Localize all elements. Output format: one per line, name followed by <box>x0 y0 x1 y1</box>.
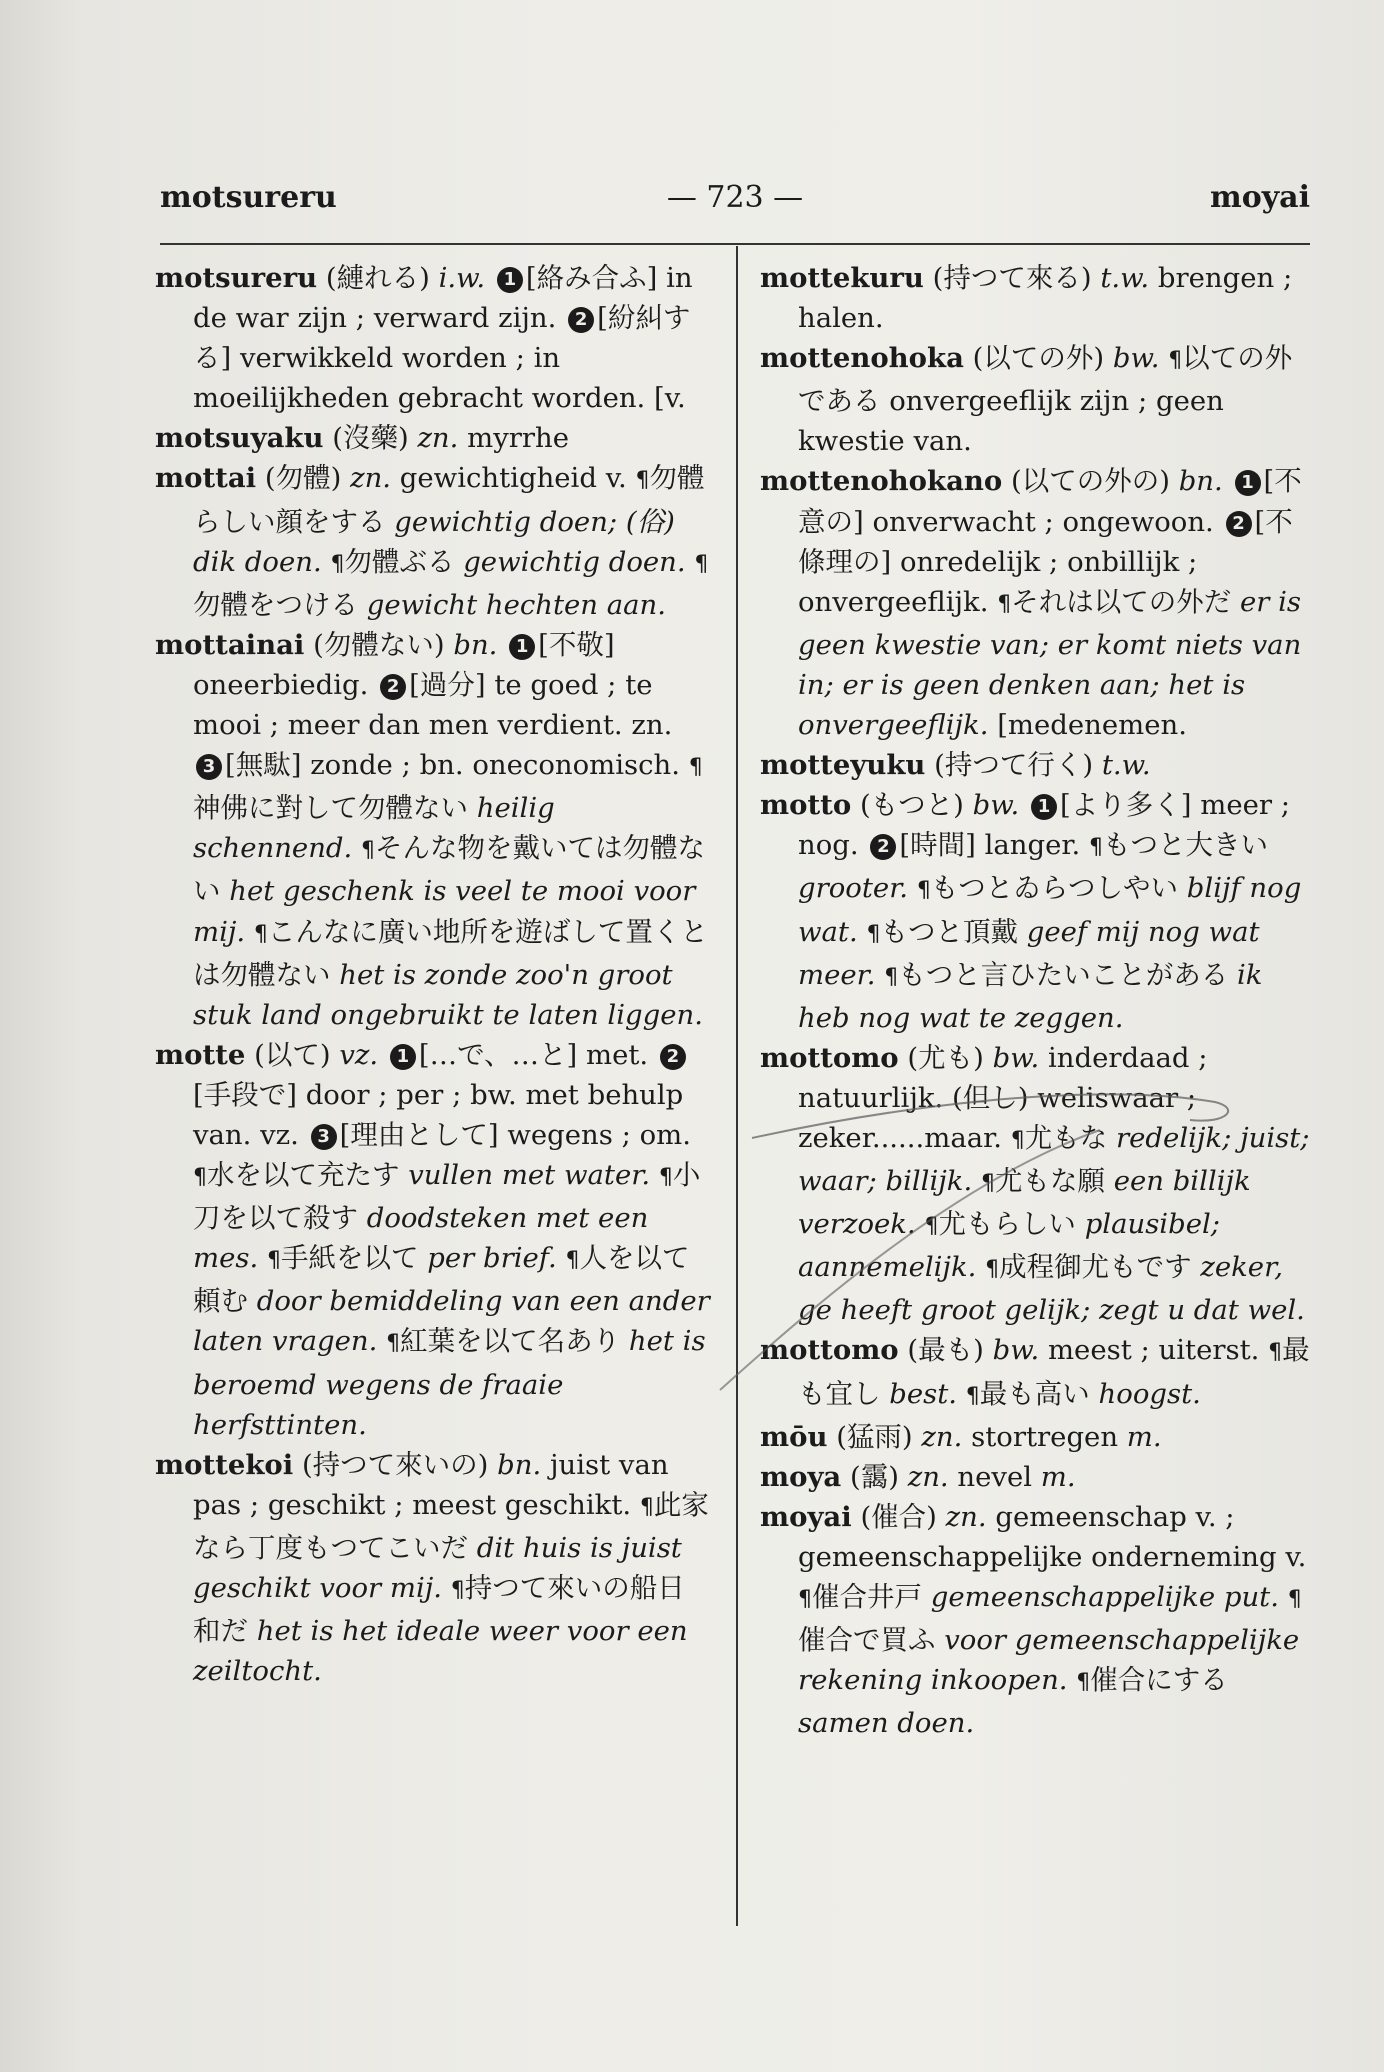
entry-gloss: stortregen <box>971 1420 1119 1453</box>
example-translation: dit huis is juist geschikt voor mij. <box>193 1531 682 1604</box>
example-translation: samen doen. <box>798 1707 975 1740</box>
example-japanese: 神佛に對して勿體ない <box>193 792 468 825</box>
pilcrow-icon: ¶ <box>1287 1587 1302 1612</box>
sense-number-badge: 3 <box>196 754 222 780</box>
example-translation: per brief. <box>427 1242 557 1275</box>
entry-headword: motteyuku <box>760 749 926 782</box>
entry-grammar: zn. <box>921 1420 963 1453</box>
dictionary-entry <box>760 1457 1315 1497</box>
pilcrow-icon: ¶ <box>1088 835 1103 861</box>
entry-kanji: (持つて行く) <box>934 749 1094 782</box>
entry-kanji: (持つて來いの) <box>301 1448 489 1481</box>
example-japanese: 尤もな <box>1024 1121 1108 1154</box>
entry-gloss: nevel <box>957 1460 1033 1493</box>
entry-grammar: bw. <box>1112 342 1160 375</box>
sense-number-badge: 1 <box>509 634 535 660</box>
entry-kanji: (最も) <box>907 1334 984 1367</box>
example-japanese: 以ての外である <box>798 342 1293 418</box>
example-japanese: 催合井戸 <box>812 1581 922 1613</box>
dictionary-entry <box>155 625 710 1035</box>
example-japanese: もつと言ひたいことがある <box>898 958 1229 991</box>
dictionary-entry <box>155 1035 710 1445</box>
example-translation: gewicht hechten aan. <box>366 588 666 621</box>
example-translation: hoogst. <box>1098 1377 1201 1410</box>
sense-gloss: [時間] langer. <box>899 829 1081 862</box>
example-japanese: 水を以て充たす <box>207 1159 400 1192</box>
example-japanese: 紅葉を以て名あり <box>400 1325 621 1358</box>
example-translation: het is het ideale weer voor een zeiltocht. <box>193 1615 688 1688</box>
entry-grammar: zn. <box>945 1500 987 1533</box>
pilcrow-icon: ¶ <box>639 1494 654 1520</box>
entry-headword: moyai <box>760 1500 852 1533</box>
entry-gloss: gewichtigheid v. <box>399 462 627 495</box>
sense-gloss: [より多く] meer ; nog. <box>798 789 1291 862</box>
sense-number-badge: 1 <box>1235 470 1261 496</box>
example-japanese: 催合で買ふ <box>798 1624 936 1657</box>
example-translation: blijf nog wat. <box>798 872 1302 948</box>
sense-gloss: [紛糾する] verwikkeld worden ; in moeilijkheden gebracht worden. [v. <box>193 302 691 415</box>
entry-gloss: meest ; uiterst. <box>1047 1334 1260 1367</box>
entry-grammar: zn. <box>417 422 459 455</box>
sense-number-badge: 1 <box>497 267 523 293</box>
example-japanese: 尤もな願 <box>994 1165 1105 1198</box>
entry-kanji: (猛雨) <box>836 1420 913 1453</box>
example-japanese: 手紙を以て <box>280 1242 419 1275</box>
pilcrow-icon: ¶ <box>193 1165 207 1191</box>
entry-headword: moya <box>760 1460 842 1493</box>
entry-continuation: [medenemen. <box>997 709 1187 742</box>
entry-gloss: gemeenschap v. ; gemeenschappelijke onderneming v. <box>798 1500 1307 1573</box>
example-translation: het geschenk is veel te mooi voor mij. <box>193 875 696 948</box>
running-head <box>160 180 1310 224</box>
pilcrow-icon: ¶ <box>884 964 899 990</box>
entry-headword: mōu <box>760 1420 828 1453</box>
example-translation: zeker, ge heeft groot gelijk; zegt u dat wel. <box>798 1251 1305 1327</box>
dictionary-entry <box>760 1330 1315 1416</box>
pilcrow-icon: ¶ <box>798 1587 812 1612</box>
example-japanese: 小刀を以て殺す <box>193 1159 701 1235</box>
entry-headword: mottomo <box>760 1041 899 1074</box>
example-japanese: もつとゐらつしやい <box>930 872 1179 905</box>
sense-number-badge: 2 <box>660 1044 686 1070</box>
dictionary-entry <box>760 461 1315 745</box>
example-translation: plausibel; aannemelijk. <box>798 1208 1221 1284</box>
sense-number-badge: 2 <box>870 834 896 860</box>
pilcrow-icon: ¶ <box>361 838 376 864</box>
entry-headword: mottenohoka <box>760 342 964 375</box>
entry-headword: motte <box>155 1038 246 1071</box>
pilcrow-icon: ¶ <box>658 1165 673 1191</box>
pilcrow-icon: ¶ <box>1076 1670 1091 1696</box>
pilcrow-icon: ¶ <box>980 1171 995 1197</box>
column-divider <box>736 246 738 1926</box>
example-translation: gewichtig doen; (俗) dik doen. <box>193 505 675 578</box>
example-japanese: 勿體らしい顔をする <box>193 462 705 538</box>
pilcrow-icon: ¶ <box>866 921 881 947</box>
example-translation: het is zonde zoo'n groot stuk land ongebruikt te laten liggen. <box>193 958 703 1031</box>
example-translation: het is beroemd wegens de fraaie herfsttinten. <box>193 1325 706 1441</box>
entry-grammar: zn. <box>907 1460 949 1493</box>
pilcrow-icon: ¶ <box>1010 1127 1025 1153</box>
entry-headword: motsuyaku <box>155 422 324 455</box>
example-japanese: 催合にする <box>1090 1664 1228 1697</box>
example-translation: gewichtig doen. <box>463 545 686 578</box>
example-japanese: 勿體をつける <box>193 588 358 621</box>
example-japanese: 最も宜し <box>798 1334 1310 1410</box>
dictionary-entry <box>155 458 710 624</box>
entry-kanji: (縺れる) <box>325 262 430 294</box>
entry-grammar: bn. <box>497 1448 542 1481</box>
example-japanese: それは以ての外だ <box>1011 585 1232 618</box>
pilcrow-icon: ¶ <box>386 1331 401 1357</box>
page-number: — 723 — <box>666 180 804 215</box>
dictionary-entry <box>760 745 1315 785</box>
pilcrow-icon: ¶ <box>965 1383 980 1409</box>
entry-kanji: (勿體) <box>264 462 342 495</box>
dictionary-entry <box>155 1445 710 1692</box>
pilcrow-icon: ¶ <box>1268 1340 1283 1366</box>
example-translation: door bemiddeling van een ander laten vragen. <box>193 1285 710 1358</box>
sense-number-badge: 2 <box>380 674 406 700</box>
entry-kanji: (以ての外の) <box>1010 465 1170 498</box>
pilcrow-icon: ¶ <box>997 591 1012 617</box>
dictionary-entry <box>155 258 710 418</box>
example-translation: vullen met water. <box>408 1159 651 1192</box>
entry-headword: mottainai <box>155 628 305 661</box>
right-column <box>760 258 1315 1743</box>
example-japanese: 最も高い <box>979 1377 1090 1410</box>
example-translation: grooter. <box>798 872 909 905</box>
example-translation: redelijk; juist; waar; billijk. <box>798 1121 1310 1198</box>
entry-gloss: myrrhe <box>467 422 570 455</box>
entry-kanji: (催合) <box>860 1500 937 1533</box>
pilcrow-icon: ¶ <box>916 878 931 904</box>
entry-headword: motto <box>760 789 852 822</box>
dictionary-entry <box>760 258 1315 338</box>
pilcrow-icon: ¶ <box>985 1257 1000 1283</box>
entry-grammar: t.w. <box>1100 262 1150 294</box>
example-translation: voor gemeenschappelijke rekening inkoopen. <box>798 1624 1300 1697</box>
pilcrow-icon: ¶ <box>565 1248 580 1274</box>
sense-number-badge: 2 <box>1226 511 1252 537</box>
pilcrow-icon: ¶ <box>253 921 268 947</box>
dictionary-entry <box>760 785 1315 1038</box>
sense-number-badge: 1 <box>390 1044 416 1070</box>
entry-kanji: (以ての外) <box>972 342 1105 375</box>
example-japanese: 勿體ぶる <box>344 545 455 578</box>
example-japanese: もつと大きい <box>1102 829 1268 862</box>
pilcrow-icon: ¶ <box>266 1248 281 1274</box>
sense-gloss: [理由として] wegens ; om. <box>339 1118 691 1151</box>
entry-grammar: t.w. <box>1101 749 1151 782</box>
dictionary-entry <box>155 418 710 458</box>
entry-grammar: zn. <box>350 462 392 495</box>
left-column <box>155 258 710 1691</box>
example-japanese: 持つて來いの船日和だ <box>193 1572 685 1648</box>
example-translation: doodsteken met een mes. <box>193 1202 649 1275</box>
entry-gloss: brengen ; halen. <box>798 262 1293 335</box>
sense-number-badge: 2 <box>568 307 594 333</box>
entry-grammar: bw. <box>972 789 1020 822</box>
example-translation: een billijk verzoek. <box>798 1165 1251 1241</box>
example-japanese: こんなに廣い地所を遊ばして置くとは勿體ない <box>193 915 708 991</box>
entry-kanji: (以て) <box>254 1038 331 1071</box>
sense-gloss: [無駄] zonde ; bn. oneconomisch. <box>225 749 680 782</box>
entry-grammar: vz. <box>339 1038 379 1071</box>
entry-grammar: bw. <box>992 1334 1040 1367</box>
sense-gloss: […で、…と] met. <box>418 1038 649 1071</box>
entry-gloss: juist van pas ; geschikt ; meest geschikt. <box>193 1448 669 1521</box>
dictionary-entry <box>760 1497 1315 1744</box>
pilcrow-icon: ¶ <box>450 1578 465 1603</box>
entry-headword: mottenohokano <box>760 465 1003 498</box>
entry-headword: mottekoi <box>155 1448 294 1481</box>
example-translation: heilig schennend. <box>193 792 555 865</box>
pilcrow-icon: ¶ <box>635 468 650 494</box>
entry-grammar: bw. <box>992 1041 1040 1074</box>
example-japanese: もつと頂戴 <box>880 915 1018 948</box>
example-translation: gemeenschappelijke put. <box>930 1581 1279 1613</box>
guide-word-right: moyai <box>1209 180 1310 215</box>
sense-number-badge: 3 <box>311 1124 337 1150</box>
pilcrow-icon: ¶ <box>1168 348 1183 374</box>
entry-kanji: (もつと) <box>859 789 964 822</box>
dictionary-entry <box>760 1038 1315 1331</box>
entry-gender: m. <box>1126 1420 1162 1453</box>
sense-gloss: [不敬] oneerbiedig. <box>193 628 615 701</box>
example-translation: onvergeeflijk zijn ; geen kwestie van. <box>798 385 1224 458</box>
entry-gender: m. <box>1040 1460 1076 1493</box>
example-japanese: 人を以て頼む <box>193 1242 690 1318</box>
sense-gloss: [手段で] door ; per ; bw. met behulp van. vz. <box>193 1078 684 1151</box>
pilcrow-icon: ¶ <box>330 551 345 577</box>
example-japanese: 尤もらしい <box>938 1208 1076 1241</box>
example-translation: best. <box>889 1377 958 1410</box>
example-translation: er is geen kwestie van; er komt niets van in; er is geen denken aan; het is onvergeeflijk. <box>798 585 1302 742</box>
entry-gloss: inderdaad ; natuurlijk. (但し) weliswaar ; zeker......maar. <box>798 1041 1208 1154</box>
entry-kanji: (勿體ない) <box>313 628 445 661</box>
entry-grammar: bn. <box>453 628 498 661</box>
entry-kanji: (尤も) <box>907 1041 984 1074</box>
entry-headword: motsureru <box>155 262 318 294</box>
header-rule <box>160 243 1310 245</box>
entry-kanji: (沒藥) <box>332 422 409 455</box>
entry-kanji: (持つて來る) <box>932 262 1092 294</box>
entry-grammar: i.w. <box>438 262 486 294</box>
example-translation: ik heb nog wat te zeggen. <box>798 958 1263 1034</box>
guide-word-left: motsureru <box>160 180 337 215</box>
entry-headword: mottomo <box>760 1334 899 1367</box>
example-translation: geef mij nog wat meer. <box>798 915 1260 991</box>
sense-gloss: [絡み合ふ] in de war zijn ; verward zijn. <box>193 262 693 335</box>
example-japanese: 成程御尤もです <box>999 1251 1192 1284</box>
dictionary-entry <box>760 338 1315 461</box>
example-japanese: 此家なら丁度もつてこいだ <box>193 1488 709 1564</box>
example-japanese: そんな物を戴いては勿體ない <box>193 832 706 908</box>
entry-headword: mottekuru <box>760 262 924 294</box>
entry-kanji: (靄) <box>850 1460 899 1493</box>
sense-number-badge: 1 <box>1031 794 1057 820</box>
pilcrow-icon: ¶ <box>694 551 709 577</box>
sense-gloss: [過分] te goed ; te mooi ; meer dan men verdient. zn. <box>193 668 673 742</box>
sense-gloss: [不意の] onverwacht ; ongewoon. <box>798 465 1302 538</box>
entry-grammar: bn. <box>1178 465 1223 498</box>
dictionary-entry <box>760 1417 1315 1457</box>
sense-gloss: [不條理の] onredelijk ; onbillijk ; onvergeeflijk. <box>798 505 1293 618</box>
entry-headword: mottai <box>155 462 257 495</box>
pilcrow-icon: ¶ <box>924 1214 939 1240</box>
pilcrow-icon: ¶ <box>688 755 703 781</box>
